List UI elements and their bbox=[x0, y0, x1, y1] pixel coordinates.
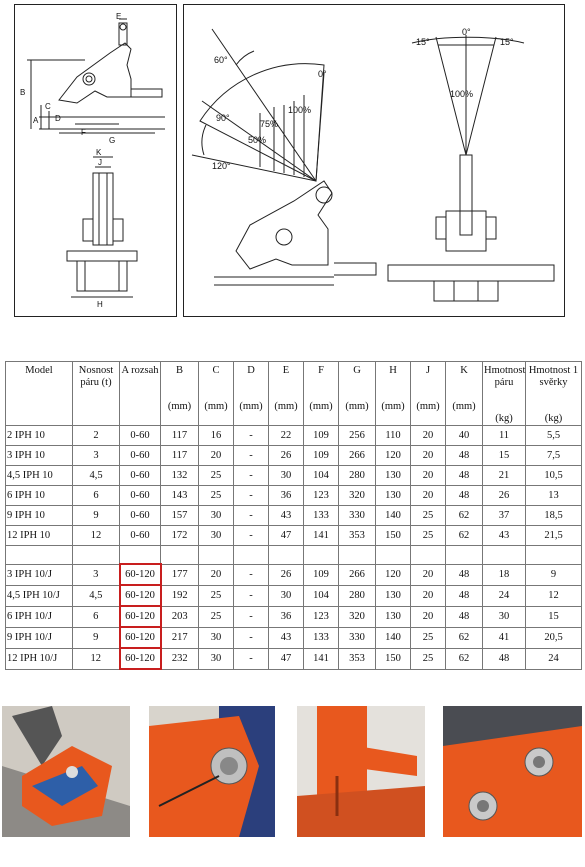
table-cell: 20 bbox=[199, 446, 234, 466]
table-cell: 24 bbox=[483, 585, 526, 606]
table-cell: 22 bbox=[269, 426, 304, 446]
column-header bbox=[339, 362, 376, 426]
table-cell: 232 bbox=[161, 648, 199, 669]
table-cell: 320 bbox=[339, 606, 376, 627]
label-E: E bbox=[116, 12, 122, 21]
table-cell: 25 bbox=[199, 466, 234, 486]
table-row bbox=[6, 446, 582, 466]
table-cell: 13 bbox=[526, 486, 582, 506]
table-cell: 12 bbox=[73, 648, 120, 669]
column-header-label: K bbox=[460, 365, 468, 376]
table-cell: 43 bbox=[269, 627, 304, 648]
table-cell: 20 bbox=[411, 564, 446, 585]
table-cell: 25 bbox=[411, 506, 446, 526]
model-cell: 2 IPH 10 bbox=[6, 426, 73, 446]
table-row bbox=[6, 466, 582, 486]
column-header bbox=[269, 362, 304, 426]
empty-cell bbox=[161, 546, 199, 565]
column-header-unit: (kg) bbox=[544, 413, 563, 424]
table-cell: 109 bbox=[304, 446, 339, 466]
table-cell: 104 bbox=[304, 585, 339, 606]
table-cell: 4,5 bbox=[73, 585, 120, 606]
column-header-unit: (mm) bbox=[309, 401, 333, 412]
column-header-unit: (mm) bbox=[274, 401, 298, 412]
table-cell: 0-60 bbox=[120, 446, 161, 466]
angle-120: 120° bbox=[212, 161, 231, 171]
model-cell: 9 IPH 10 bbox=[6, 506, 73, 526]
table-cell: 48 bbox=[446, 466, 483, 486]
empty-cell bbox=[376, 546, 411, 565]
column-header-unit: (mm) bbox=[167, 401, 192, 412]
column-header-unit: (mm) bbox=[239, 401, 263, 412]
plate-front bbox=[388, 265, 554, 281]
table-cell: 130 bbox=[376, 466, 411, 486]
table-cell: 123 bbox=[304, 606, 339, 627]
table-cell: 120 bbox=[376, 446, 411, 466]
column-header-unit: (mm) bbox=[416, 401, 440, 412]
table-cell: 172 bbox=[161, 526, 199, 546]
model-cell: 6 IPH 10/J bbox=[6, 606, 73, 627]
column-header-label: Hmotnost páru bbox=[484, 365, 526, 388]
column-header bbox=[234, 362, 269, 426]
table-cell: 15 bbox=[526, 606, 582, 627]
photo-rivet-detail bbox=[443, 706, 582, 837]
table-cell: - bbox=[234, 466, 269, 486]
table-cell: 20 bbox=[411, 486, 446, 506]
table-cell: 30 bbox=[269, 466, 304, 486]
table-cell: - bbox=[234, 426, 269, 446]
empty-cell bbox=[269, 546, 304, 565]
table-cell: 48 bbox=[483, 648, 526, 669]
photo-clamp-on-chain bbox=[2, 706, 130, 837]
table-row bbox=[6, 486, 582, 506]
table-cell: 104 bbox=[304, 466, 339, 486]
table-cell: 21,5 bbox=[526, 526, 582, 546]
table-cell: - bbox=[234, 627, 269, 648]
table-cell: - bbox=[234, 585, 269, 606]
table-cell: - bbox=[234, 564, 269, 585]
photo-pin-detail bbox=[149, 706, 275, 837]
table-cell: 330 bbox=[339, 506, 376, 526]
shackle-vertical bbox=[460, 155, 472, 235]
table-cell: 2 bbox=[73, 426, 120, 446]
model-cell: 3 IPH 10/J bbox=[6, 564, 73, 585]
table-cell: 130 bbox=[376, 585, 411, 606]
table-cell: 25 bbox=[199, 486, 234, 506]
column-header bbox=[411, 362, 446, 426]
table-row bbox=[6, 506, 582, 526]
table-row bbox=[6, 627, 582, 648]
clamp-front bbox=[446, 211, 486, 251]
table-cell: 133 bbox=[304, 627, 339, 648]
table-cell: 280 bbox=[339, 466, 376, 486]
table-cell: 0-60 bbox=[120, 426, 161, 446]
table-cell: 18 bbox=[483, 564, 526, 585]
angle-15-right: 15° bbox=[500, 37, 514, 47]
table-cell: 30 bbox=[199, 506, 234, 526]
table-cell: 20 bbox=[411, 466, 446, 486]
column-header-label: E bbox=[282, 365, 290, 376]
table-cell: 9 bbox=[526, 564, 582, 585]
empty-cell bbox=[411, 546, 446, 565]
table-cell: 25 bbox=[199, 585, 234, 606]
table-cell: 123 bbox=[304, 486, 339, 506]
clamp-tilted bbox=[236, 181, 332, 269]
table-cell: 143 bbox=[161, 486, 199, 506]
table-header-row bbox=[6, 362, 582, 426]
table-cell: 62 bbox=[446, 506, 483, 526]
empty-cell bbox=[234, 546, 269, 565]
table-cell: 36 bbox=[269, 606, 304, 627]
clamp-body-front bbox=[93, 173, 113, 245]
table-cell: 280 bbox=[339, 585, 376, 606]
empty-cell bbox=[120, 546, 161, 565]
table-cell: 20 bbox=[411, 585, 446, 606]
table-cell: 30 bbox=[483, 606, 526, 627]
model-cell: 4,5 IPH 10/J bbox=[6, 585, 73, 606]
table-cell: 141 bbox=[304, 648, 339, 669]
table-cell: 3 bbox=[73, 446, 120, 466]
photo-handle-detail bbox=[297, 706, 425, 837]
table-cell: 0-60 bbox=[120, 486, 161, 506]
model-cell: 6 IPH 10 bbox=[6, 486, 73, 506]
table-cell: - bbox=[234, 506, 269, 526]
table-cell: 48 bbox=[446, 564, 483, 585]
table-cell: 20 bbox=[411, 446, 446, 466]
table-cell: 48 bbox=[446, 446, 483, 466]
table-cell: 132 bbox=[161, 466, 199, 486]
table-cell: 20 bbox=[199, 564, 234, 585]
table-cell: 20 bbox=[411, 606, 446, 627]
table-cell: 30 bbox=[269, 585, 304, 606]
table-cell: 133 bbox=[304, 506, 339, 526]
table-cell: 43 bbox=[483, 526, 526, 546]
dimension-drawing-svg bbox=[15, 5, 176, 316]
table-cell: 0-60 bbox=[120, 526, 161, 546]
table-cell: 20,5 bbox=[526, 627, 582, 648]
load-angle-drawing-svg bbox=[184, 5, 564, 316]
column-header bbox=[120, 362, 161, 426]
column-header-unit: (mm) bbox=[345, 401, 369, 412]
angle-60: 60° bbox=[214, 55, 228, 65]
label-J: J bbox=[98, 158, 102, 167]
column-header bbox=[483, 362, 526, 426]
table-cell: 62 bbox=[446, 627, 483, 648]
table-cell: 256 bbox=[339, 426, 376, 446]
table-cell: 24 bbox=[526, 648, 582, 669]
table-cell: 150 bbox=[376, 526, 411, 546]
model-cell: 12 IPH 10/J bbox=[6, 648, 73, 669]
table-cell: 18,5 bbox=[526, 506, 582, 526]
column-header-label: H bbox=[389, 365, 397, 376]
percent-50: 50% bbox=[248, 135, 267, 145]
label-K: K bbox=[96, 148, 102, 157]
table-cell: 109 bbox=[304, 426, 339, 446]
table-cell: 30 bbox=[199, 627, 234, 648]
empty-cell bbox=[199, 546, 234, 565]
column-header bbox=[6, 362, 73, 426]
table-cell: 25 bbox=[411, 627, 446, 648]
table-cell: 25 bbox=[411, 648, 446, 669]
percent-100-right: 100% bbox=[450, 89, 474, 99]
table-cell: 60-120 bbox=[120, 606, 161, 627]
column-header-label: Nosnost páru (t) bbox=[78, 365, 114, 388]
table-cell: 266 bbox=[339, 446, 376, 466]
column-header bbox=[161, 362, 199, 426]
table-cell: 47 bbox=[269, 648, 304, 669]
empty-cell bbox=[446, 546, 483, 565]
table-cell: - bbox=[234, 526, 269, 546]
column-header-label: J bbox=[425, 365, 431, 376]
table-cell: 177 bbox=[161, 564, 199, 585]
label-H: H bbox=[97, 300, 103, 309]
column-header-label: D bbox=[247, 365, 255, 376]
table-cell: 117 bbox=[161, 426, 199, 446]
table-cell: 117 bbox=[161, 446, 199, 466]
model-cell: 9 IPH 10/J bbox=[6, 627, 73, 648]
column-header bbox=[446, 362, 483, 426]
table-cell: 48 bbox=[446, 606, 483, 627]
table-cell: 120 bbox=[376, 564, 411, 585]
table-cell: 30 bbox=[199, 648, 234, 669]
column-header-label: Model bbox=[25, 365, 53, 376]
table-cell: 30 bbox=[199, 526, 234, 546]
table-row bbox=[6, 585, 582, 606]
table-cell: 109 bbox=[304, 564, 339, 585]
table-cell: 12 bbox=[73, 526, 120, 546]
label-C: C bbox=[45, 102, 51, 111]
label-G: G bbox=[109, 136, 116, 145]
table-cell: 15 bbox=[483, 446, 526, 466]
column-header-label: C bbox=[212, 365, 220, 376]
table-cell: 60-120 bbox=[120, 648, 161, 669]
column-header-label: G bbox=[353, 365, 361, 376]
table-cell: 6 bbox=[73, 606, 120, 627]
table-cell: 140 bbox=[376, 627, 411, 648]
base-plate bbox=[67, 251, 137, 261]
table-cell: 26 bbox=[269, 564, 304, 585]
column-header-label: Hmotnost 1 svěrky bbox=[528, 365, 579, 388]
pivot-pin bbox=[83, 73, 95, 85]
empty-cell bbox=[73, 546, 120, 565]
table-cell: 25 bbox=[411, 526, 446, 546]
table-cell: 141 bbox=[304, 526, 339, 546]
table-cell: 266 bbox=[339, 564, 376, 585]
table-row bbox=[6, 526, 582, 546]
table-cell: 36 bbox=[269, 486, 304, 506]
table-cell: 110 bbox=[376, 426, 411, 446]
table-cell: - bbox=[234, 486, 269, 506]
angle-0-right: 0° bbox=[462, 27, 471, 37]
table-row bbox=[6, 648, 582, 669]
table-cell: 11 bbox=[483, 426, 526, 446]
table-cell: 5,5 bbox=[526, 426, 582, 446]
percent-75: 75% bbox=[260, 119, 279, 129]
table-cell: 37 bbox=[483, 506, 526, 526]
table-cell: 10,5 bbox=[526, 466, 582, 486]
table-cell: 48 bbox=[446, 486, 483, 506]
table-cell: 4,5 bbox=[73, 466, 120, 486]
spec-table bbox=[5, 361, 582, 670]
table-cell: 25 bbox=[199, 606, 234, 627]
empty-cell bbox=[339, 546, 376, 565]
table-cell: 130 bbox=[376, 486, 411, 506]
table-cell: 48 bbox=[446, 585, 483, 606]
table-cell: 0-60 bbox=[120, 506, 161, 526]
table-cell: 330 bbox=[339, 627, 376, 648]
table-cell: 9 bbox=[73, 506, 120, 526]
table-cell: 43 bbox=[269, 506, 304, 526]
column-header-unit: (mm) bbox=[381, 401, 405, 412]
column-header bbox=[526, 362, 582, 426]
table-cell: 9 bbox=[73, 627, 120, 648]
table-cell: 26 bbox=[269, 446, 304, 466]
empty-cell bbox=[483, 546, 526, 565]
table-cell: - bbox=[234, 606, 269, 627]
column-header-label: B bbox=[175, 365, 183, 376]
table-cell: 20 bbox=[411, 426, 446, 446]
label-D: D bbox=[55, 114, 61, 123]
table-cell: 7,5 bbox=[526, 446, 582, 466]
table-cell: 217 bbox=[161, 627, 199, 648]
column-header-unit: (mm) bbox=[452, 401, 476, 412]
table-cell: 130 bbox=[376, 606, 411, 627]
angle-90: 90° bbox=[216, 113, 230, 123]
table-cell: 21 bbox=[483, 466, 526, 486]
percent-100-left: 100% bbox=[288, 105, 312, 115]
table-cell: - bbox=[234, 648, 269, 669]
column-header-unit: (kg) bbox=[495, 413, 513, 424]
table-cell: 353 bbox=[339, 526, 376, 546]
load-angle-drawing bbox=[183, 4, 565, 317]
label-F: F bbox=[81, 128, 86, 137]
table-cell: - bbox=[234, 446, 269, 466]
table-row bbox=[6, 564, 582, 585]
table-cell: 12 bbox=[526, 585, 582, 606]
table-cell: 47 bbox=[269, 526, 304, 546]
handle bbox=[131, 89, 162, 97]
table-row bbox=[6, 606, 582, 627]
table-cell: 60-120 bbox=[120, 564, 161, 585]
table-cell: 353 bbox=[339, 648, 376, 669]
table-cell: 16 bbox=[199, 426, 234, 446]
column-header-unit: (mm) bbox=[204, 401, 228, 412]
table-cell: 192 bbox=[161, 585, 199, 606]
table-cell: 60-120 bbox=[120, 585, 161, 606]
column-header-label: F bbox=[318, 365, 324, 376]
column-header-label: A rozsah bbox=[121, 365, 159, 376]
model-cell: 4,5 IPH 10 bbox=[6, 466, 73, 486]
column-header bbox=[73, 362, 120, 426]
table-cell: 62 bbox=[446, 648, 483, 669]
empty-cell bbox=[304, 546, 339, 565]
label-B: B bbox=[20, 88, 26, 97]
table-cell: 6 bbox=[73, 486, 120, 506]
clamp-body-side bbox=[59, 43, 131, 103]
table-cell: 150 bbox=[376, 648, 411, 669]
table-cell: 203 bbox=[161, 606, 199, 627]
empty-cell bbox=[6, 546, 73, 565]
label-A: A bbox=[33, 116, 39, 125]
table-row bbox=[6, 426, 582, 446]
table-cell: 320 bbox=[339, 486, 376, 506]
table-cell: 157 bbox=[161, 506, 199, 526]
table-cell: 3 bbox=[73, 564, 120, 585]
model-cell: 3 IPH 10 bbox=[6, 446, 73, 466]
table-cell: 140 bbox=[376, 506, 411, 526]
model-cell: 12 IPH 10 bbox=[6, 526, 73, 546]
table-cell: 41 bbox=[483, 627, 526, 648]
table-cell: 40 bbox=[446, 426, 483, 446]
table-cell: 62 bbox=[446, 526, 483, 546]
group-separator-row bbox=[6, 546, 582, 565]
empty-cell bbox=[526, 546, 582, 565]
column-header bbox=[199, 362, 234, 426]
dimension-drawing bbox=[14, 4, 177, 317]
column-header bbox=[304, 362, 339, 426]
column-header bbox=[376, 362, 411, 426]
table-cell: 60-120 bbox=[120, 627, 161, 648]
table-cell: 0-60 bbox=[120, 466, 161, 486]
angle-0-left: 0° bbox=[318, 69, 327, 79]
angle-15-left: 15° bbox=[416, 37, 430, 47]
table-body bbox=[6, 426, 582, 670]
table-cell: 26 bbox=[483, 486, 526, 506]
